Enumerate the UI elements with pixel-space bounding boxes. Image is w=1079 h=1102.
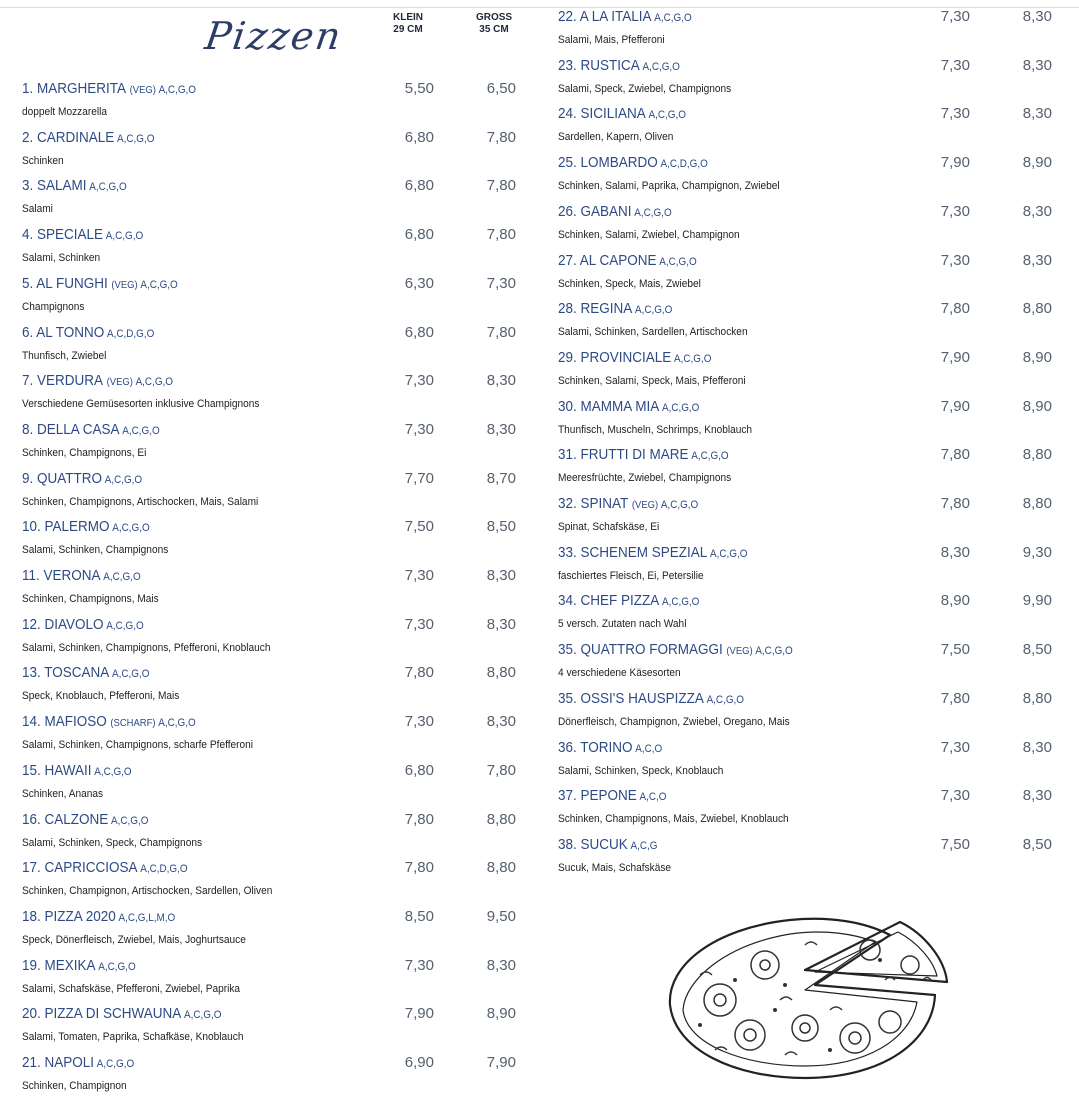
- price-large: 7,80: [486, 177, 516, 195]
- menu-item-name: 35. OSSI'S HAUSPIZZA: [558, 689, 704, 707]
- menu-item: [558, 203, 1057, 251]
- menu-item-name: 6. AL TONNO: [22, 323, 105, 341]
- menu-item-description: Salami, Mais, Pfefferoni: [558, 34, 665, 46]
- menu-item-allergens: A,C,G,O: [158, 84, 196, 96]
- menu-item-allergens: A,C,G,O: [110, 814, 149, 827]
- menu-item-title: [558, 8, 692, 25]
- menu-item-allergens: A,C,G,O: [96, 1058, 135, 1070]
- menu-title: Pizzen: [202, 14, 346, 58]
- menu-item-allergens: A,C,G,O: [122, 424, 160, 437]
- menu-item: [558, 592, 1057, 640]
- price-small: 7,30: [404, 372, 434, 390]
- price-large: 8,30: [486, 956, 516, 974]
- price-small: 6,90: [404, 1054, 434, 1071]
- menu-item-allergens: A,C,D,G,O: [140, 863, 188, 876]
- price-large: 7,30: [486, 274, 516, 292]
- menu-item-allergens: A,C,G,O: [659, 255, 697, 268]
- menu-item-title: [558, 495, 698, 512]
- menu-item: [22, 859, 521, 907]
- menu-item-name: 31. FRUTTI DI MARE: [558, 446, 689, 464]
- price-small: 6,80: [404, 323, 434, 341]
- menu-item-allergens: A,C,G,O: [674, 352, 712, 365]
- menu-item-allergens: A,C,G,O: [89, 181, 127, 194]
- menu-item-allergens: A,C,G,O: [104, 473, 143, 486]
- menu-item-title: [558, 739, 662, 756]
- menu-item-title: [22, 129, 154, 146]
- menu-item-description: Schinken, Salami, Speck, Mais, Pfefferoni: [558, 374, 746, 387]
- menu-item: [558, 57, 1057, 105]
- menu-item-title: [22, 1005, 221, 1022]
- menu-item-description: Salami, Schinken, Champignons, Pfefferoni, Knoblauch: [22, 641, 271, 654]
- menu-item-description: Schinken, Salami, Paprika, Champignon, Zwiebel: [558, 180, 780, 193]
- price-small: 7,30: [404, 420, 434, 438]
- menu-item-title: [22, 616, 144, 633]
- price-large: 8,90: [1022, 154, 1052, 172]
- price-large: 8,30: [486, 420, 516, 438]
- menu-item: [558, 300, 1057, 348]
- menu-item-badge: (VEG): [129, 84, 156, 96]
- price-small: 7,80: [940, 495, 970, 512]
- price-large: 8,90: [1022, 348, 1052, 366]
- price-small: 7,30: [940, 105, 970, 123]
- menu-item-allergens: A,C,D,G,O: [106, 327, 155, 340]
- menu-item-name: 5. AL FUNGHI: [22, 274, 108, 292]
- menu-item-name: 38. SUCUK: [558, 835, 628, 853]
- column-header-large: [464, 12, 524, 36]
- menu-item: [22, 177, 521, 225]
- menu-item: [558, 544, 1057, 592]
- menu-item-allergens: A,C,G,O: [706, 693, 744, 706]
- menu-item-name: 7. VERDURA: [22, 372, 104, 390]
- price-small: 7,90: [940, 348, 970, 366]
- menu-item-title: [22, 713, 196, 730]
- price-large: 8,30: [486, 713, 516, 731]
- price-small: 7,80: [404, 810, 434, 828]
- menu-item-title: [558, 690, 744, 707]
- menu-item: [22, 664, 521, 712]
- menu-item-name: 8. DELLA CASA: [22, 420, 120, 438]
- price-small: 8,90: [940, 592, 970, 610]
- menu-item: [558, 641, 1057, 689]
- menu-item-title: [22, 177, 127, 194]
- price-large: 8,30: [1022, 105, 1052, 123]
- menu-item-description: Speck, Dönerfleisch, Zwiebel, Mais, Joghurtsauce: [22, 933, 246, 946]
- price-small: 5,50: [404, 80, 434, 97]
- price-large: 8,70: [486, 469, 516, 487]
- menu-item-description: Schinken, Champignon, Artischocken, Sardellen, Oliven: [22, 885, 273, 898]
- menu-item-title: [22, 762, 132, 779]
- price-small: 7,50: [940, 835, 970, 853]
- menu-item-name: 25. LOMBARDO: [558, 154, 658, 172]
- price-large: 8,30: [1022, 202, 1052, 220]
- menu-item: [22, 470, 521, 518]
- menu-item-description: Meeresfrüchte, Zwiebel, Champignons: [558, 472, 732, 485]
- price-large: 8,30: [486, 615, 516, 633]
- price-small: 6,30: [404, 274, 434, 292]
- menu-item-name: 12. DIAVOLO: [22, 615, 104, 633]
- menu-item-allergens: A,C,G,O: [112, 522, 150, 535]
- menu-item-title: [558, 252, 697, 269]
- price-large: 8,80: [1022, 446, 1052, 464]
- menu-item: [22, 372, 521, 420]
- menu-item: [22, 421, 521, 469]
- menu-item-description: Salami, Schinken, Speck, Knoblauch: [558, 764, 724, 777]
- price-large: 8,30: [1022, 8, 1052, 25]
- menu-item-description: Salami, Schinken: [22, 252, 101, 265]
- menu-item: [558, 446, 1057, 494]
- menu-item-allergens: A,C,G,O: [642, 60, 680, 73]
- price-small: 8,30: [940, 543, 970, 561]
- menu-item-allergens: A,C,G,O: [140, 278, 178, 291]
- price-small: 7,90: [940, 154, 970, 172]
- menu-item: [22, 226, 521, 274]
- menu-item-name: 18. PIZZA 2020: [22, 907, 116, 925]
- menu-item-allergens: A,C,G,O: [661, 596, 700, 609]
- menu-item-allergens: A,C,G,O: [112, 668, 150, 681]
- column-header-small-size: KLEIN: [393, 12, 423, 23]
- menu-item-title: [558, 544, 747, 561]
- price-large: 8,50: [1022, 641, 1052, 659]
- menu-item: [558, 739, 1057, 787]
- price-small: 7,30: [940, 202, 970, 220]
- column-header-large-size: GROSS: [475, 12, 513, 23]
- price-large: 9,30: [1022, 543, 1052, 561]
- menu-item: [22, 908, 521, 956]
- menu-item-description: Salami: [22, 203, 53, 216]
- price-large: 6,50: [486, 80, 516, 97]
- menu-item-title: [558, 154, 708, 171]
- menu-item-name: 19. MEXIKA: [22, 956, 96, 974]
- menu-item-name: 20. PIZZA DI SCHWAUNA: [22, 1005, 182, 1023]
- price-large: 7,80: [486, 226, 516, 244]
- price-large: 8,30: [1022, 56, 1052, 74]
- price-small: 7,30: [940, 787, 970, 805]
- menu-item-title: [22, 226, 143, 243]
- menu-item-description: Schinken, Speck, Mais, Zwiebel: [558, 277, 701, 290]
- menu-item-name: 28. REGINA: [558, 300, 633, 318]
- menu-item-badge: (VEG): [111, 278, 138, 291]
- column-header-large-dim: 35 CM: [479, 24, 509, 35]
- menu-item-title: [22, 567, 141, 584]
- menu-item-title: [558, 398, 699, 415]
- menu-item: [22, 811, 521, 859]
- price-large: 8,30: [486, 567, 516, 584]
- price-small: 7,30: [940, 8, 970, 25]
- price-small: 6,80: [404, 761, 434, 779]
- menu-item-allergens: A,C,G,O: [106, 619, 144, 632]
- menu-item-description: Salami, Speck, Zwiebel, Champignons: [558, 82, 732, 95]
- price-large: 9,90: [1022, 592, 1052, 610]
- menu-item-name: 27. AL CAPONE: [558, 251, 657, 269]
- menu-item-description: Schinken, Salami, Zwiebel, Champignon: [558, 228, 740, 241]
- menu-item-description: Sucuk, Mais, Schafskäse: [558, 861, 672, 874]
- menu-item-description: Thunfisch, Muscheln, Schrimps, Knoblauch: [558, 423, 753, 436]
- price-small: 7,30: [404, 615, 434, 633]
- menu-item-name: 13. TOSCANA: [22, 664, 110, 682]
- price-small: 7,80: [940, 446, 970, 464]
- price-small: 7,80: [940, 300, 970, 318]
- price-small: 7,50: [404, 518, 434, 536]
- price-large: 8,30: [1022, 738, 1052, 756]
- price-small: 8,50: [404, 907, 434, 925]
- price-small: 6,80: [404, 226, 434, 244]
- price-small: 7,30: [404, 956, 434, 974]
- menu-item-title: [558, 105, 686, 122]
- column-header-small: [378, 12, 438, 36]
- menu-item: [558, 105, 1057, 153]
- menu-item-name: 34. CHEF PIZZA: [558, 592, 660, 610]
- menu-item-allergens: A,C,D,G,O: [660, 158, 708, 171]
- price-large: 8,80: [1022, 300, 1052, 318]
- price-small: 7,90: [404, 1005, 434, 1023]
- menu-item-allergens: A,C,G,O: [158, 717, 196, 730]
- menu-item-description: 4 verschiedene Käsesorten: [558, 667, 681, 680]
- menu-item-name: 26. GABANI: [558, 202, 632, 220]
- menu-item-allergens: A,C,G,O: [755, 645, 793, 658]
- menu-item-description: doppelt Mozzarella: [22, 106, 107, 118]
- menu-item-allergens: A,C,G,O: [648, 109, 686, 122]
- menu-item-name: 29. PROVINCIALE: [558, 348, 672, 366]
- menu-item-name: 32. SPINAT: [558, 495, 629, 512]
- price-large: 8,80: [486, 859, 516, 877]
- menu-item-description: faschiertes Fleisch, Ei, Petersilie: [558, 569, 704, 582]
- menu-item-allergens: A,C,G,O: [135, 376, 173, 389]
- price-large: 8,30: [486, 372, 516, 390]
- menu-item-name: 37. PEPONE: [558, 787, 637, 805]
- menu-item-title: [22, 859, 188, 876]
- menu-item: [22, 518, 521, 566]
- menu-item-title: [22, 470, 142, 487]
- menu-item-description: Salami, Schafskäse, Pfefferoni, Zwiebel, Paprika: [22, 982, 241, 995]
- price-small: 7,30: [404, 713, 434, 731]
- menu-item-name: 22. A LA ITALIA: [558, 8, 652, 25]
- price-small: 7,30: [940, 56, 970, 74]
- price-small: 7,30: [940, 738, 970, 756]
- menu-item-name: 33. SCHENEM SPEZIAL: [558, 543, 708, 561]
- menu-item-description: Schinken, Ananas: [22, 787, 104, 800]
- price-small: 7,50: [940, 641, 970, 659]
- menu-item-name: 3. SALAMI: [22, 177, 87, 195]
- price-large: 7,80: [486, 761, 516, 779]
- menu-item: [22, 957, 521, 1005]
- menu-item-description: Salami, Schinken, Speck, Champignons: [22, 836, 203, 849]
- menu-item: [22, 1005, 521, 1053]
- menu-item-allergens: A,C,G,O: [105, 230, 144, 243]
- menu-item-title: [22, 518, 150, 535]
- menu-item-name: 15. HAWAII: [22, 761, 92, 779]
- menu-item: [558, 398, 1057, 446]
- price-large: 8,80: [486, 664, 516, 682]
- menu-item-title: [22, 811, 148, 828]
- menu-item-name: 4. SPECIALE: [22, 226, 104, 244]
- menu-item-badge: (VEG): [106, 376, 133, 389]
- menu-item-allergens: A,C,G,O: [654, 12, 692, 24]
- menu-item-badge: (VEG): [631, 499, 659, 511]
- menu-item: [558, 690, 1057, 738]
- menu-item-name: 21. NAPOLI: [22, 1054, 95, 1071]
- menu-item: [22, 567, 521, 615]
- menu-item-description: Schinken, Champignons, Mais, Zwiebel, Knoblauch: [558, 813, 789, 826]
- menu-item-name: 36. TORINO: [558, 738, 633, 756]
- menu-item-title: [22, 324, 154, 341]
- menu-item: [558, 836, 1057, 884]
- menu-item-description: Schinken, Champignons, Mais: [22, 593, 159, 605]
- menu-item: [22, 324, 521, 372]
- menu-item-allergens: A,C,G,O: [183, 1009, 222, 1022]
- menu-item-allergens: A,C,G,O: [710, 547, 748, 560]
- menu-item: [22, 1054, 521, 1102]
- menu-item-title: [558, 446, 729, 463]
- price-large: 8,80: [1022, 689, 1052, 707]
- menu-item: [558, 495, 1057, 543]
- menu-item-allergens: A,C,G,O: [660, 499, 699, 511]
- menu-item-description: Salami, Schinken, Champignons, scharfe Pfefferoni: [22, 739, 254, 752]
- menu-item-name: 17. CAPRICCIOSA: [22, 859, 138, 877]
- menu-item-allergens: A,C,G: [630, 839, 658, 852]
- menu-item-name: 24. SICILIANA: [558, 105, 646, 123]
- menu-item: [558, 154, 1057, 202]
- menu-item-title: [558, 836, 657, 853]
- price-large: 8,30: [1022, 251, 1052, 269]
- menu-item-name: 1. MARGHERITA: [22, 80, 127, 97]
- menu-item-allergens: A,C,G,O: [94, 765, 132, 778]
- price-large: 9,50: [486, 907, 516, 925]
- menu-item-allergens: A,C,G,O: [634, 206, 672, 219]
- price-large: 8,90: [486, 1005, 516, 1023]
- menu-item-allergens: A,C,G,L,M,O: [118, 911, 176, 924]
- menu-item-name: 10. PALERMO: [22, 518, 110, 536]
- menu-item-description: Salami, Schinken, Champignons: [22, 544, 169, 557]
- menu-item: [558, 349, 1057, 397]
- menu-item-badge: (SCHARF): [110, 717, 156, 730]
- menu-item-name: 11. VERONA: [22, 567, 101, 584]
- menu-item-name: 30. MAMMA MIA: [558, 397, 660, 415]
- menu-item-title: [558, 203, 672, 220]
- menu-item: [22, 713, 521, 761]
- menu-item-name: 9. QUATTRO: [22, 469, 103, 487]
- menu-item-description: Salami, Tomaten, Paprika, Schafkäse, Knoblauch: [22, 1031, 244, 1044]
- menu-item: [558, 252, 1057, 300]
- menu-item: [558, 8, 1057, 56]
- menu-item-title: [22, 1054, 134, 1071]
- menu-item-allergens: A,C,G,O: [103, 571, 141, 583]
- menu-item-title: [22, 80, 196, 97]
- price-small: 7,90: [940, 397, 970, 415]
- menu-item-title: [22, 421, 160, 438]
- price-small: 7,80: [404, 664, 434, 682]
- menu-item-title: [558, 57, 680, 74]
- menu-item-title: [22, 372, 173, 389]
- menu-item: [558, 787, 1057, 835]
- price-large: 7,80: [486, 128, 516, 146]
- menu-item-title: [22, 275, 178, 292]
- menu-item-title: [22, 908, 175, 925]
- price-small: 7,70: [404, 469, 434, 487]
- price-small: 6,80: [404, 177, 434, 195]
- menu-item: [22, 129, 521, 177]
- menu-item-description: Schinken: [22, 154, 64, 167]
- price-small: 7,30: [404, 567, 434, 584]
- menu-item: [22, 616, 521, 664]
- price-large: 8,80: [1022, 495, 1052, 512]
- menu-item-title: [22, 957, 136, 974]
- price-large: 8,50: [1022, 835, 1052, 853]
- menu-item-title: [558, 349, 711, 366]
- menu-item-title: [22, 664, 149, 681]
- menu-item-name: 35. QUATTRO FORMAGGI: [558, 641, 723, 659]
- menu-item-description: Spinat, Schafskäse, Ei: [558, 521, 660, 533]
- price-small: 7,80: [404, 859, 434, 877]
- price-large: 8,80: [486, 810, 516, 828]
- menu-item-name: 2. CARDINALE: [22, 128, 115, 146]
- price-large: 8,30: [1022, 787, 1052, 805]
- menu-item-description: Schinken, Champignons, Ei: [22, 446, 147, 459]
- menu-item-name: 16. CALZONE: [22, 810, 109, 828]
- menu-item-title: [558, 641, 793, 658]
- menu-item-allergens: A,C,G,O: [691, 450, 729, 463]
- price-large: 8,90: [1022, 397, 1052, 415]
- menu-item-allergens: A,C,G,O: [116, 132, 155, 145]
- menu-item-allergens: A,C,G,O: [661, 401, 700, 414]
- menu-item-allergens: A,C,O: [639, 791, 667, 804]
- menu-item-description: Schinken, Champignon: [22, 1080, 127, 1092]
- menu-item-allergens: A,C,G,O: [634, 304, 673, 317]
- menu-item-badge: (VEG): [726, 645, 753, 658]
- menu-item-name: 14. MAFIOSO: [22, 713, 107, 731]
- menu-item-title: [558, 300, 672, 317]
- menu-item-name: 23. RUSTICA: [558, 56, 640, 74]
- price-small: 7,30: [940, 251, 970, 269]
- menu-item-description: Salami, Schinken, Sardellen, Artischocken: [558, 326, 748, 339]
- column-header-small-dim: 29 CM: [393, 24, 423, 35]
- price-large: 8,50: [486, 518, 516, 536]
- menu-item-description: Sardellen, Kapern, Oliven: [558, 131, 674, 144]
- price-large: 7,90: [486, 1054, 516, 1071]
- price-large: 7,80: [486, 323, 516, 341]
- menu-item-description: Verschiedene Gemüsesorten inklusive Champignons: [22, 398, 260, 411]
- menu-item-description: Schinken, Champignons, Artischocken, Mais, Salami: [22, 495, 259, 508]
- menu-item-description: Dönerfleisch, Champignon, Zwiebel, Oregano, Mais: [558, 715, 790, 728]
- menu-item: [22, 762, 521, 810]
- menu-item: [22, 80, 521, 128]
- menu-item-title: [558, 787, 666, 804]
- menu-item-description: Champignons: [22, 300, 85, 313]
- menu-item-description: 5 versch. Zutaten nach Wahl: [558, 618, 687, 631]
- menu-item-allergens: A,C,O: [635, 742, 663, 755]
- menu-item-title: [558, 592, 699, 609]
- menu-item: [22, 275, 521, 323]
- price-small: 7,80: [940, 689, 970, 707]
- menu-item-allergens: A,C,G,O: [98, 960, 136, 973]
- pizza-illustration-icon: [655, 910, 955, 1090]
- menu-item-description: Thunfisch, Zwiebel: [22, 349, 107, 362]
- menu-item-description: Speck, Knoblauch, Pfefferoni, Mais: [22, 690, 180, 703]
- price-small: 6,80: [404, 128, 434, 146]
